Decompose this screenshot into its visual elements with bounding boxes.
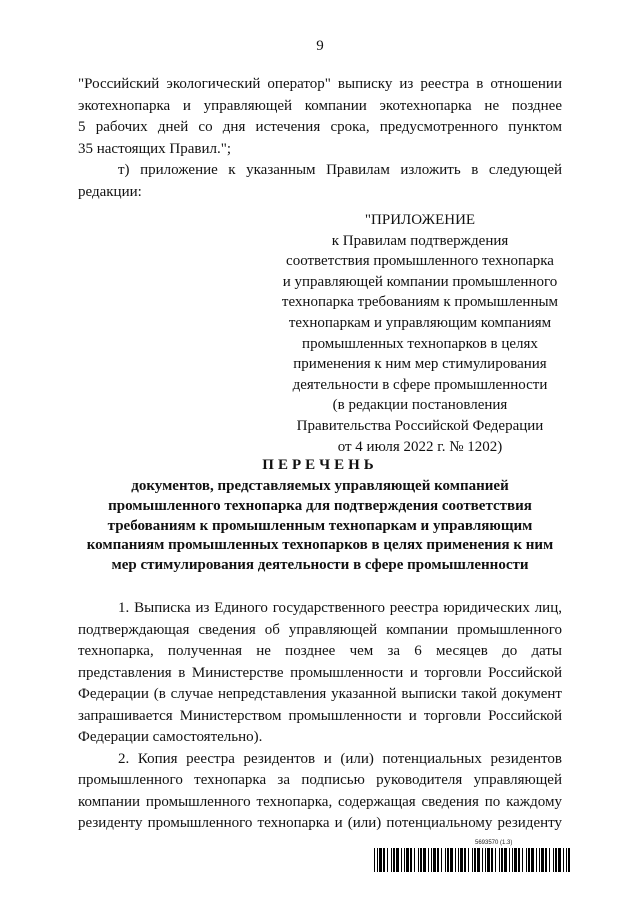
appendix-line: и управляющей компании промышленного xyxy=(282,273,558,290)
barcode-icon xyxy=(374,848,570,872)
text-line: т) приложение к указанным Правилам изложить в следующей xyxy=(118,162,562,178)
item-line: технопарка, полученная не позднее чем за 6 месяцев до даты xyxy=(78,643,562,659)
item-line: представления в Министерстве промышленности и торговли Российской xyxy=(78,664,562,681)
appendix-line: технопарка требованиям к промышленным xyxy=(281,294,559,311)
title-line: компаниям промышленных технопарков в целях применения к ним xyxy=(86,537,554,554)
item-line: промышленного технопарка за подписью руководителя управляющей xyxy=(78,772,562,788)
appendix-line: соответствия промышленного технопарка xyxy=(286,253,554,270)
appendix-line: "ПРИЛОЖЕНИЕ xyxy=(364,212,476,228)
title-line: документов, представляемых управляющей компанией xyxy=(131,478,509,494)
barcode-label: 5693570 (1.3) xyxy=(475,840,513,846)
item-line: резиденту промышленного технопарка и (или) потенциальному резиденту xyxy=(78,815,562,831)
appendix-line: от 4 июля 2022 г. № 1202) xyxy=(337,438,503,455)
text-line: 35 настоящих Правил."; xyxy=(78,140,232,157)
appendix-line: технопаркам и управляющим компаниям xyxy=(288,314,552,331)
item-line: компании промышленного технопарка, содержащая сведения по каждому xyxy=(78,793,562,810)
appendix-line: деятельности в сфере промышленности xyxy=(292,376,548,393)
appendix-line: применения к ним мер стимулирования xyxy=(293,356,547,373)
title-line: промышленного технопарка для подтверждения соответствия xyxy=(108,497,532,514)
text-line: экотехнопарка и управляющей компании экотехнопарка не позднее xyxy=(78,97,562,114)
title-word: ПЕРЕЧЕНЬ xyxy=(262,457,378,473)
item-line: Федерации самостоятельно). xyxy=(78,729,263,745)
appendix-header xyxy=(270,210,570,457)
document-items xyxy=(78,598,562,835)
title-line: мер стимулирования деятельности в сфере промышленности xyxy=(111,557,529,574)
item-line: 2. Копия реестра резидентов и (или) потенциальных резидентов xyxy=(118,750,562,767)
text-line: "Российский экологический оператор" выписку из реестра в отношении xyxy=(78,76,562,92)
appendix-line: (в редакции постановления xyxy=(332,397,508,414)
item-line: 1. Выписка из Единого государственного реестра юридических лиц, xyxy=(118,600,562,616)
item-line: Федерации (в случае непредставления указанной выписки такой документ xyxy=(78,686,562,702)
appendix-line: промышленных технопарков в целях xyxy=(302,335,538,352)
page-number: 9 xyxy=(316,38,324,54)
title-line: требованиям к промышленным технопаркам и управляющим xyxy=(107,517,533,534)
document-title xyxy=(70,455,570,576)
appendix-line: Правительства Российской Федерации xyxy=(296,417,544,434)
item-line: запрашивается Министерством промышленности и торговли Российской xyxy=(78,707,562,724)
intro-paragraphs xyxy=(78,74,562,203)
text-line: 5 рабочих дней со дня истечения срока, предусмотренного пунктом xyxy=(78,119,562,135)
text-line: редакции: xyxy=(78,183,142,200)
appendix-line: к Правилам подтверждения xyxy=(331,232,509,249)
item-line: подтверждающая сведения об управляющей компании промышленного xyxy=(78,621,562,638)
